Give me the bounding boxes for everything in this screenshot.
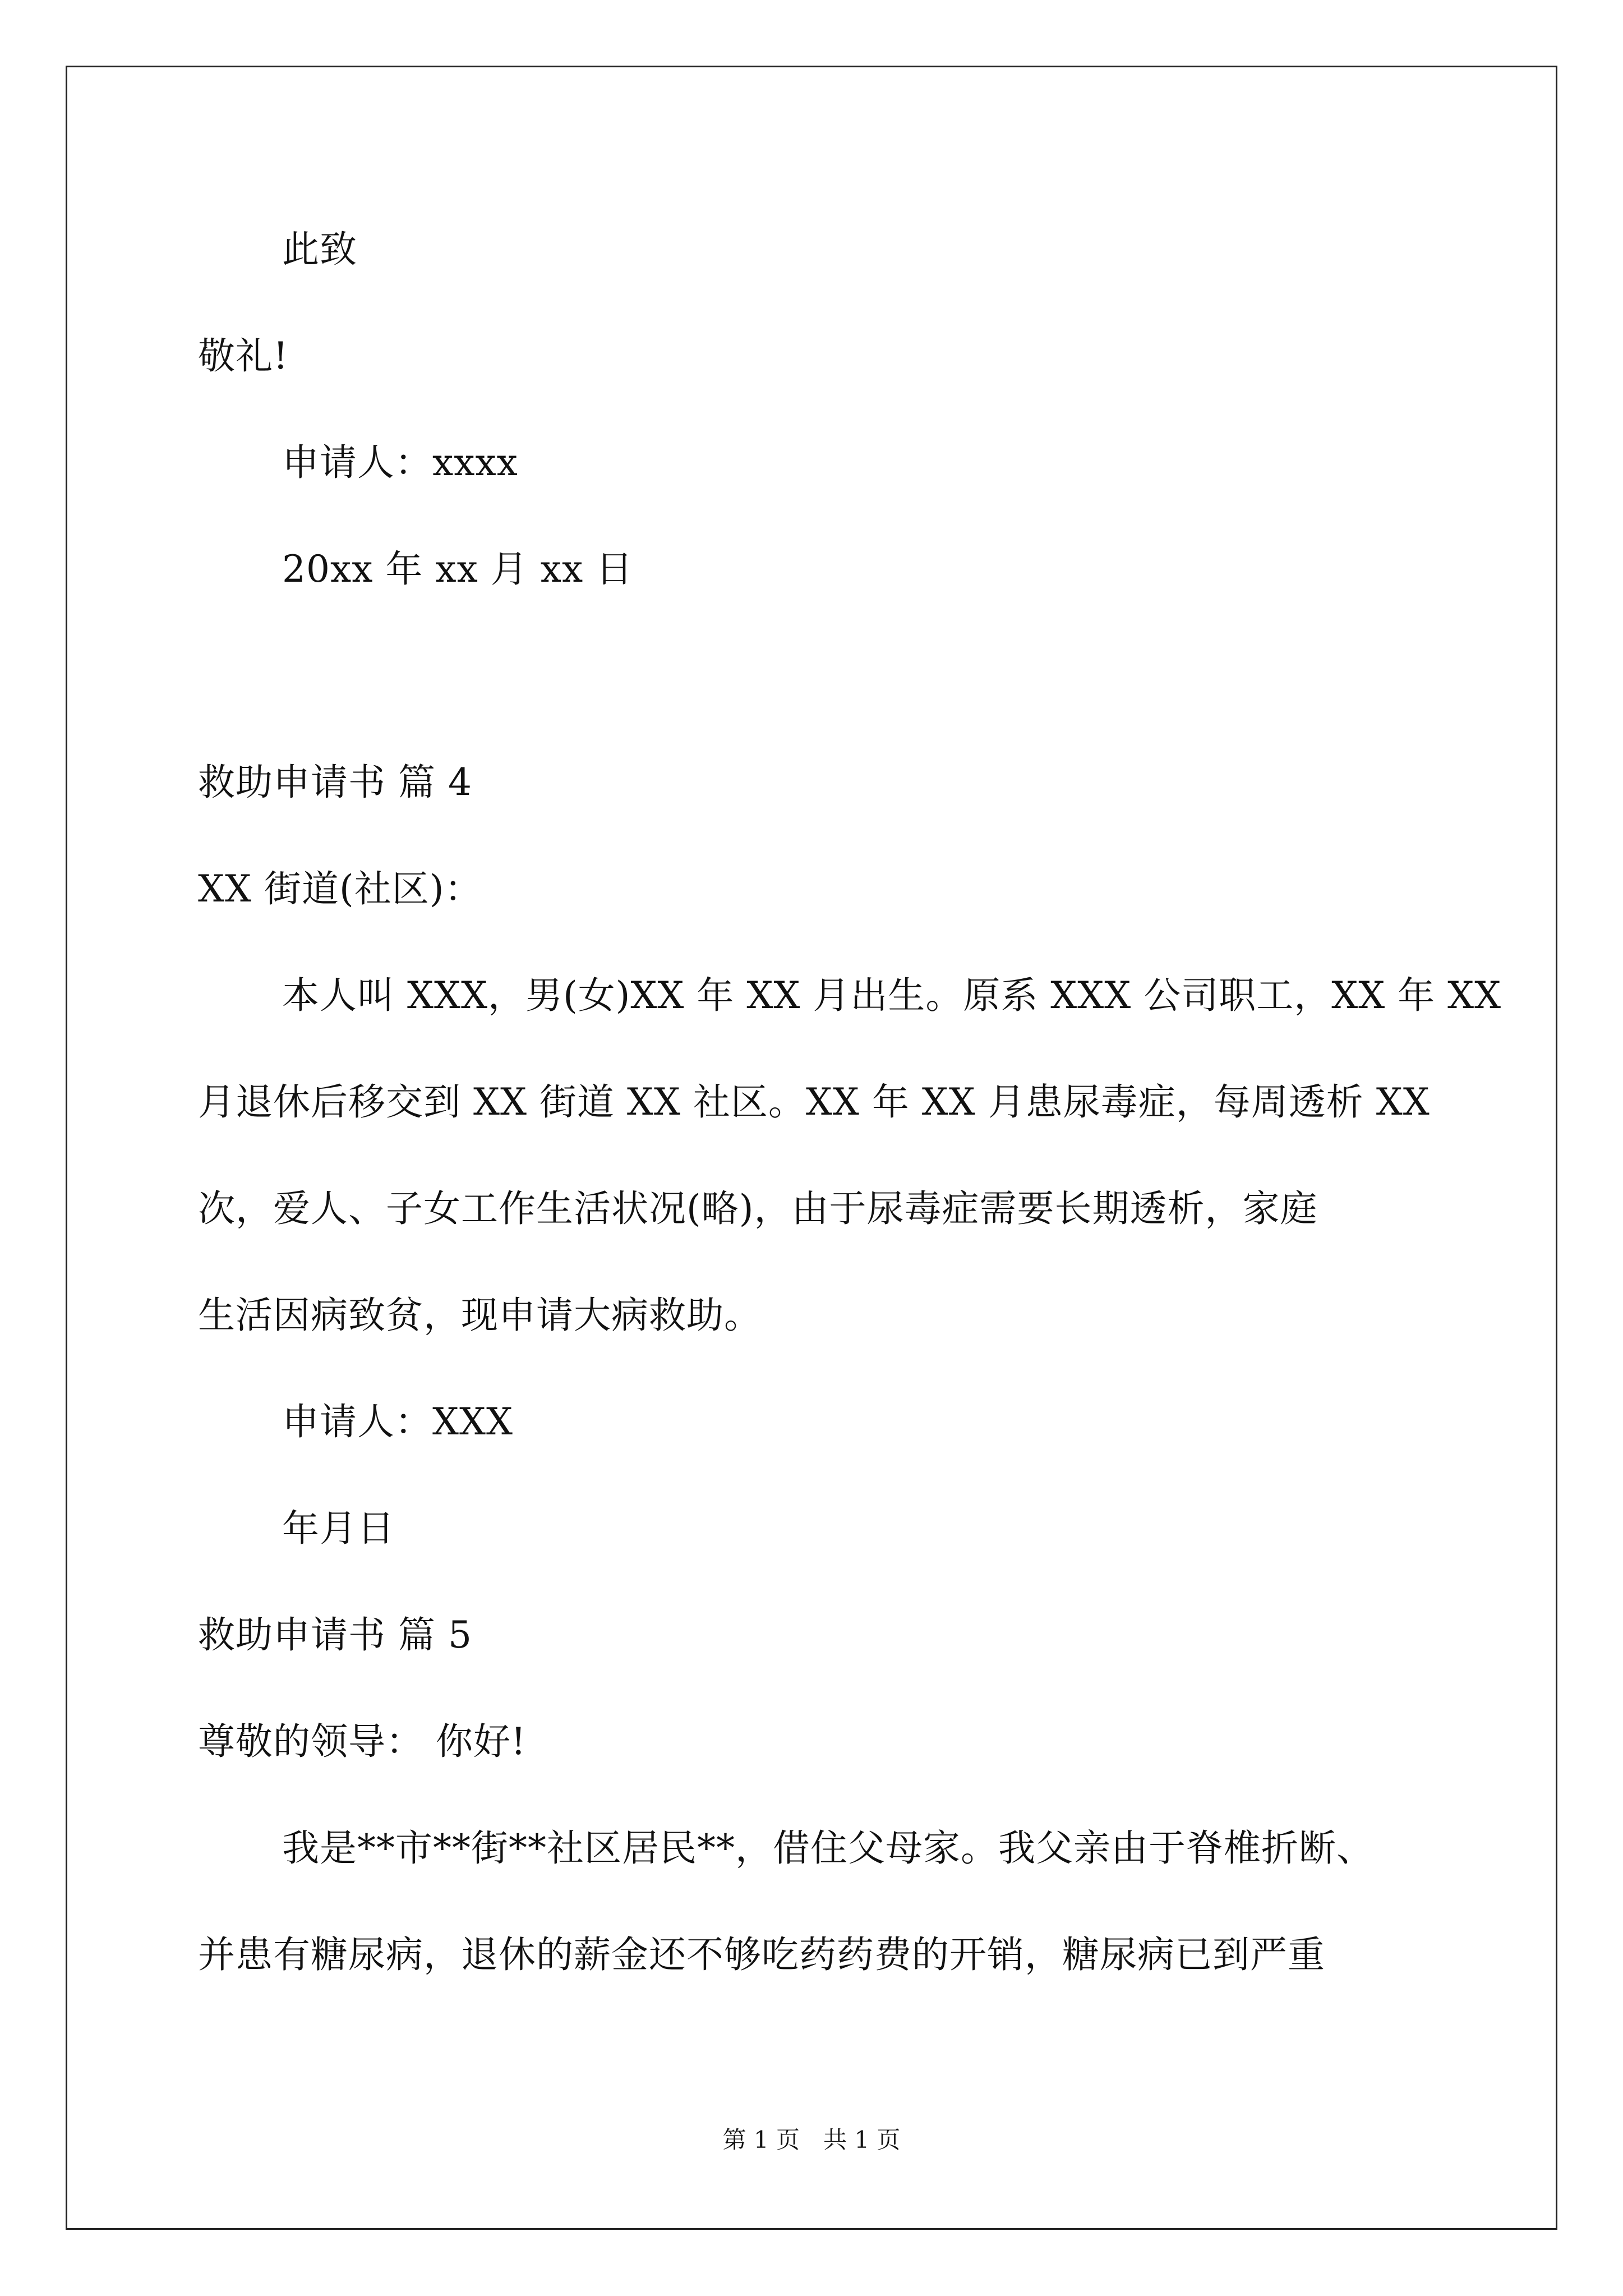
page-footer: 第 1 页 共 1 页 — [722, 2126, 901, 2154]
applicant-line: 申请人：xxxx — [282, 441, 518, 484]
page-frame — [66, 66, 1557, 2230]
body-paragraph-line: 次，爱人、子女工作生活状况(略)，由于尿毒症需要长期透析，家庭 — [198, 1187, 1318, 1230]
applicant-line: 申请人：XXX — [282, 1400, 513, 1443]
body-paragraph-line: 月退休后移交到 XX 街道 XX 社区。XX 年 XX 月患尿毒症，每周透析 XX — [198, 1080, 1430, 1124]
salutation-line: 敬礼! — [198, 334, 289, 378]
body-paragraph-line: 并患有糖尿病，退休的薪金还不够吃药药费的开销，糖尿病已到严重 — [198, 1933, 1325, 1976]
section-heading-4: 救助申请书 篇 4 — [198, 761, 472, 804]
body-paragraph-line: 生活因病致贫，现申请大病救助。 — [198, 1294, 762, 1337]
body-paragraph-line: 本人叫 XXX，男(女)XX 年 XX 月出生。原系 XXX 公司职工，XX 年 XX — [282, 974, 1502, 1017]
date-line: 20xx 年 xx 月 xx 日 — [282, 547, 634, 591]
addressee-line: XX 街道(社区)： — [198, 867, 482, 910]
greeting-line: 尊敬的领导： 你好! — [198, 1720, 527, 1763]
date-line: 年月日 — [282, 1507, 395, 1550]
closing-line: 此致 — [282, 228, 357, 271]
body-paragraph-line: 我是**市**街**社区居民**，借住父母家。我父亲由于脊椎折断、 — [282, 1826, 1374, 1870]
section-heading-5: 救助申请书 篇 5 — [198, 1613, 472, 1657]
